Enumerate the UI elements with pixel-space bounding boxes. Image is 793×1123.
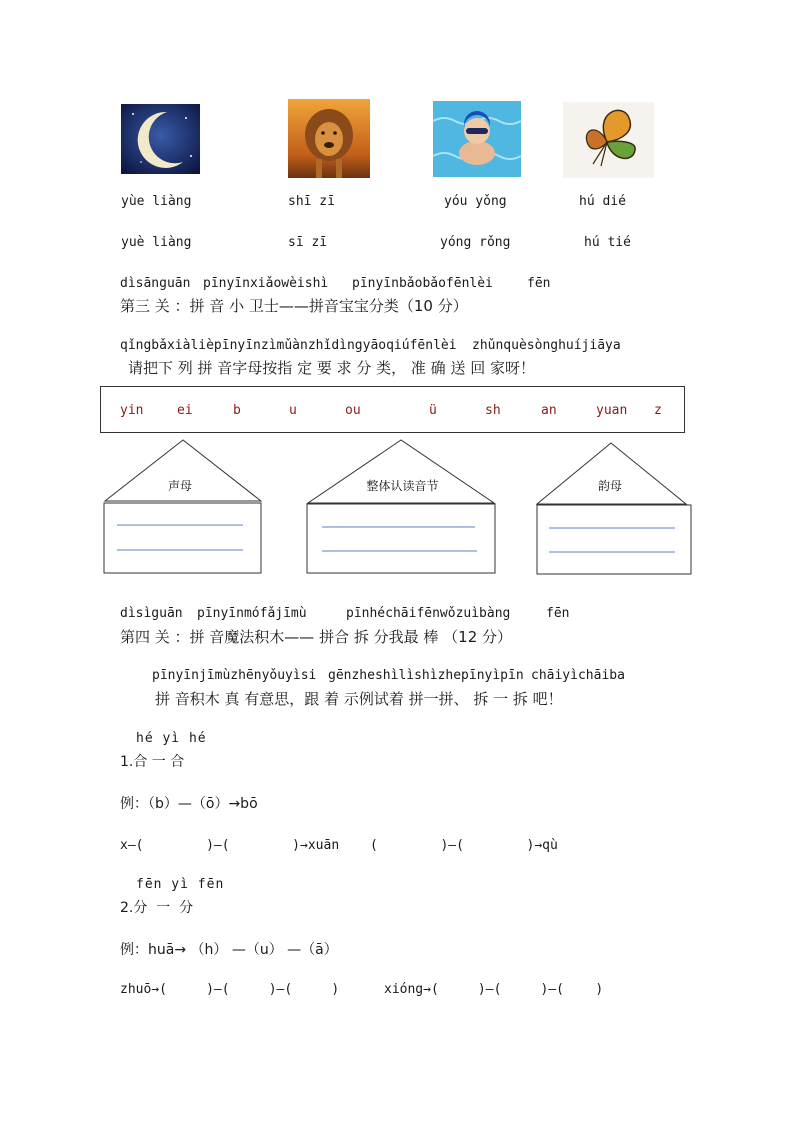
letter-item[interactable]: u <box>289 403 297 418</box>
pinyin-option-lion-2: sī zī <box>288 235 328 250</box>
q1-pinyin: hé yì hé <box>136 731 207 746</box>
house-whole-syllables <box>307 440 495 573</box>
section4-pinyin-2: pīnyīnmófǎjīmù <box>197 606 307 621</box>
section4-title: 第四 关 ：拼 音魔法积木—— 拼合 拆 分我最 棒 （12 分） <box>120 628 513 646</box>
letter-item[interactable]: z <box>654 403 662 418</box>
pinyin-option-moon-2: yuè liàng <box>121 235 192 250</box>
q2-exercise-b[interactable]: xióng→( )—( )—( ) <box>384 982 604 997</box>
pinyin-option-lion-1: shī zī <box>288 194 335 209</box>
house-initials <box>104 440 261 573</box>
pinyin-option-swim-2: yóng rǒng <box>440 235 511 250</box>
q1-exercise-a[interactable]: x—( )—( )→xuān <box>120 838 340 853</box>
house-label-initials: 声母 <box>167 479 192 493</box>
letter-item[interactable]: yuan <box>596 403 628 418</box>
q1-exercise-b[interactable]: ( )—( )→qù <box>370 838 558 853</box>
letter-item[interactable]: ou <box>345 403 361 418</box>
q2-title: 2.分 一 分 <box>120 900 194 916</box>
q1-title: 1.合 一 合 <box>120 754 185 770</box>
letter-item[interactable]: an <box>541 403 557 418</box>
section4-pinyin-4: fēn <box>546 606 570 621</box>
q2-exercise-a[interactable]: zhuō→( )—( )—( ) <box>120 982 340 997</box>
letter-item[interactable]: ü <box>429 403 437 418</box>
house-label-whole-syllables: 整体认读音节 <box>366 479 439 493</box>
section4-instruction-pinyin-1: pīnyīnjīmùzhēnyǒuyìsi <box>152 668 317 683</box>
q2-pinyin: fēn yì fēn <box>136 877 225 892</box>
section3-instruction-pinyin-1: qǐngbǎxiàlièpīnyīnzìmǔànzhǐdìngyāoqiúfēnlèi <box>120 338 457 353</box>
section3-title: 第三 关 ：拼 音 小 卫士——拼音宝宝分类（10 分） <box>120 297 468 315</box>
q2-example: 例：huā→ （h） —（u） —（ā） <box>120 942 338 958</box>
letter-item[interactable]: yin <box>120 403 144 418</box>
letter-item[interactable]: b <box>233 403 241 418</box>
q1-example: 例：（b）—（ō）→bō <box>120 796 258 812</box>
section3-pinyin-3: pīnyīnbǎobǎofēnlèi <box>352 276 493 291</box>
section3-pinyin-2: pīnyīnxiǎowèishì <box>203 276 329 291</box>
section4-instruction-pinyin-2: gēnzheshìlìshìzhepīnyìpīn <box>328 668 524 683</box>
house-label-finals: 韵母 <box>597 479 622 493</box>
letter-item[interactable]: ei <box>177 403 193 418</box>
house-finals <box>537 443 691 574</box>
letter-item[interactable]: sh <box>485 403 501 418</box>
section3-instruction-pinyin-2: zhǔnquèsònghuíjiāya <box>472 338 621 353</box>
pinyin-option-butterfly-2: hú tié <box>584 235 631 250</box>
section4-instruction: 拼 音积木 真 有意思，跟 着 示例试着 拼一拼、 拆 一 拆 吧！ <box>155 690 563 708</box>
pinyin-option-butterfly-1: hú dié <box>579 194 626 209</box>
pinyin-option-moon-1: yùe liàng <box>121 194 192 209</box>
section3-instruction: 请把下 列 拼 音字母按指 定 要 求 分 类， 准 确 送 回 家呀！ <box>128 359 535 377</box>
section4-instruction-pinyin-3: chāiyìchāiba <box>531 668 625 683</box>
section4-pinyin-3: pīnhéchāifēnwǒzuìbàng <box>346 606 511 621</box>
pinyin-option-swim-1: yóu yǒng <box>444 194 507 209</box>
section3-pinyin-1: dìsānguān <box>120 276 191 291</box>
section4-pinyin-1: dìsìguān <box>120 606 183 621</box>
section3-pinyin-4: fēn <box>527 276 551 291</box>
